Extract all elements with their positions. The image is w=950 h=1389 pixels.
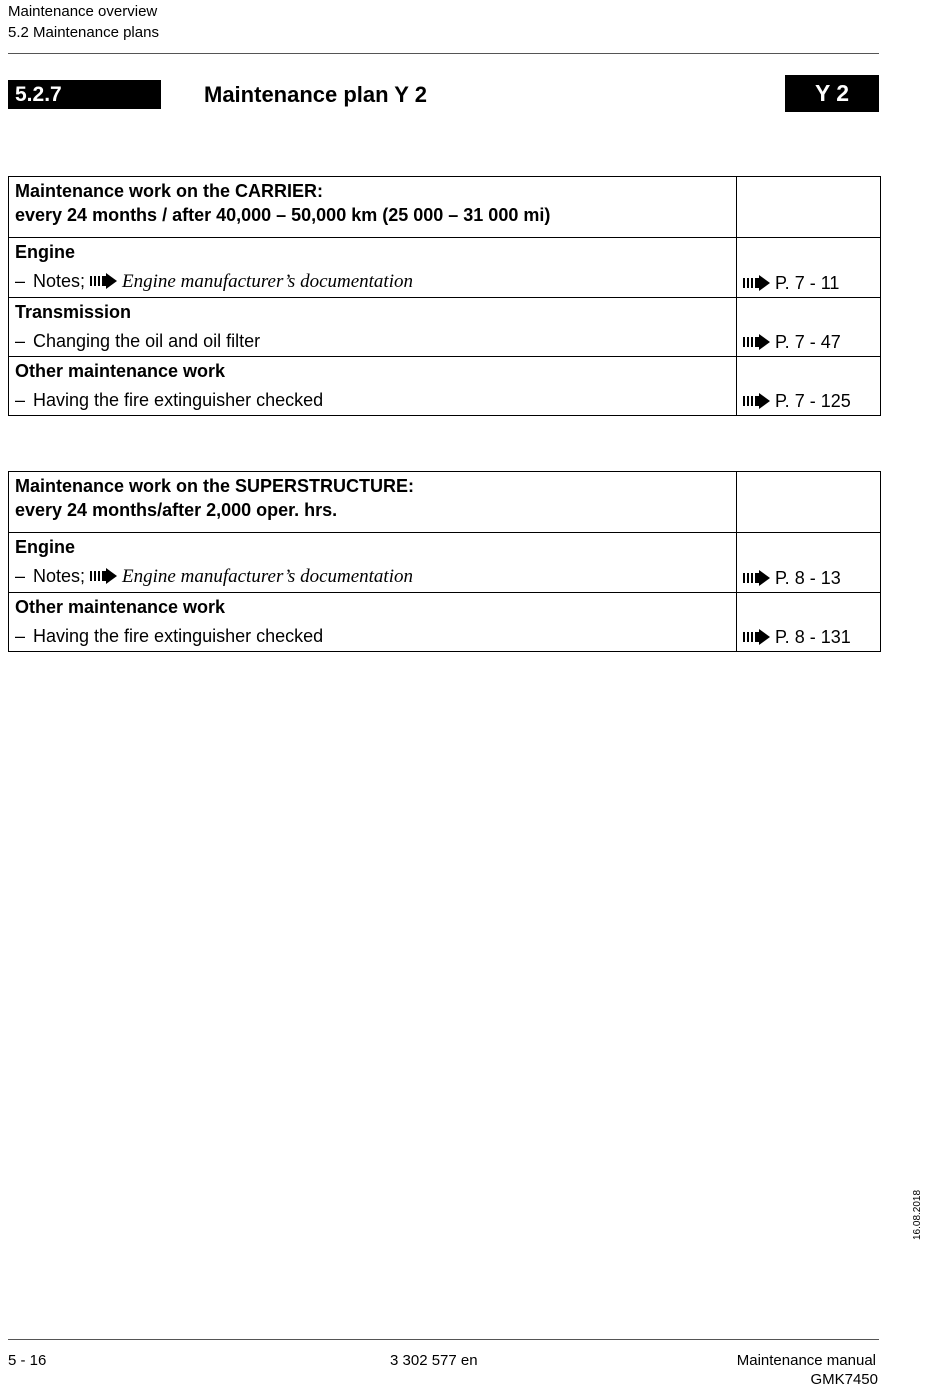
group-cell (9, 533, 737, 593)
plan-badge: Y 2 (785, 75, 879, 112)
item-text: Notes; (33, 566, 86, 586)
page-reference: P. 7 - 47 (775, 332, 841, 352)
reference-arrow-icon (743, 393, 771, 409)
header-rule (8, 53, 879, 54)
page-reference: P. 8 - 13 (775, 568, 841, 588)
page-reference-cell (737, 357, 881, 416)
print-date: 16.08.2018 (912, 1189, 923, 1240)
item-dash: – (15, 331, 26, 351)
table-header-cell (9, 177, 737, 238)
group-title: Other maintenance work (15, 361, 226, 381)
model-name: GMK7450 (810, 1371, 878, 1388)
group-cell (9, 298, 737, 357)
table-header-row (9, 472, 881, 533)
table-header-title: Maintenance work on the CARRIER: (15, 181, 324, 201)
item-dash: – (15, 566, 26, 586)
group-title: Engine (15, 242, 76, 262)
group-title: Transmission (15, 302, 132, 322)
document-number: 3 302 577 en (390, 1352, 478, 1369)
item-dash: – (15, 390, 26, 410)
superstructure-maintenance-table (8, 471, 881, 652)
list-item (15, 266, 730, 297)
reference-arrow-icon (743, 275, 771, 291)
item-text: Notes; (33, 271, 86, 291)
reference-arrow-icon (743, 629, 771, 645)
table-row (9, 533, 881, 593)
table-header-row (9, 177, 881, 238)
item-dash: – (15, 271, 26, 291)
page-reference: P. 7 - 125 (775, 391, 851, 411)
list-item (15, 326, 730, 356)
reference-arrow-icon (90, 273, 118, 289)
item-doc-reference: Engine manufacturer’s documentation (122, 566, 413, 587)
table-header-title: Maintenance work on the SUPERSTRUCTURE: (15, 476, 415, 496)
page-number: 5 - 16 (8, 1352, 47, 1369)
page-reference-cell (737, 298, 881, 357)
reference-arrow-icon (743, 334, 771, 350)
list-item (15, 385, 730, 415)
manual-title: Maintenance manual (736, 1352, 876, 1369)
reference-arrow-icon (90, 568, 118, 584)
item-text: Having the fire extinguisher checked (33, 626, 324, 646)
page-reference: P. 7 - 11 (775, 273, 840, 293)
group-cell (9, 238, 737, 298)
item-dash: – (15, 626, 26, 646)
header-chapter: Maintenance overview (8, 3, 158, 20)
page-reference-cell (737, 593, 881, 652)
page-reference-cell (737, 533, 881, 593)
footer-rule (8, 1339, 879, 1340)
section-title: Maintenance plan Y 2 (204, 82, 427, 107)
table-header-interval: every 24 months/after 2,000 oper. hrs. (15, 500, 338, 520)
item-text: Having the fire extinguisher checked (33, 390, 324, 410)
group-title: Engine (15, 537, 76, 557)
table-header-cell (9, 472, 737, 533)
item-doc-reference: Engine manufacturer’s documentation (122, 271, 413, 292)
table-header-ref-cell (737, 472, 881, 533)
page-reference-cell (737, 238, 881, 298)
header-section: 5.2 Maintenance plans (8, 24, 159, 41)
group-title: Other maintenance work (15, 597, 226, 617)
group-cell (9, 357, 737, 416)
table-row (9, 593, 881, 652)
page-reference: P. 8 - 131 (775, 627, 851, 647)
table-header-ref-cell (737, 177, 881, 238)
list-item (15, 621, 730, 651)
table-header-interval: every 24 months / after 40,000 – 50,000 km (25 000 – 31 000 mi) (15, 205, 551, 225)
table-row (9, 298, 881, 357)
table-row (9, 238, 881, 298)
section-number: 5.2.7 (8, 80, 161, 109)
reference-arrow-icon (743, 570, 771, 586)
list-item (15, 561, 730, 592)
group-cell (9, 593, 737, 652)
carrier-maintenance-table (8, 176, 881, 416)
item-text: Changing the oil and oil filter (33, 331, 261, 351)
table-row (9, 357, 881, 416)
